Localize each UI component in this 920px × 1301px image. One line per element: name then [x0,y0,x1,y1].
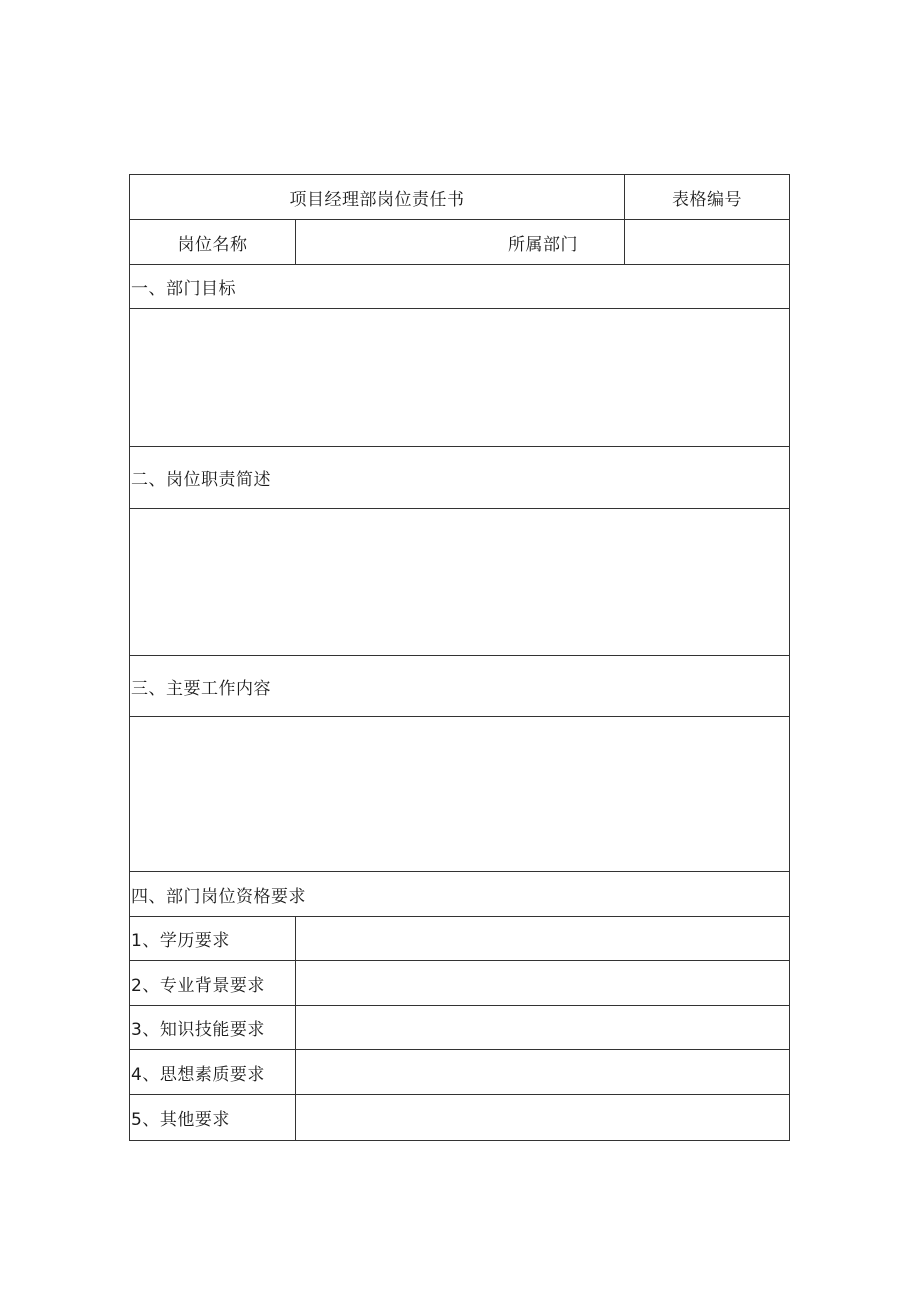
requirement-row [130,1095,789,1140]
section-heading-department-goal: 一、部门目标 [131,279,236,299]
department-value-field[interactable] [625,220,789,264]
department-label: 所属部门 [296,220,625,264]
section-heading-row [130,447,789,509]
requirement-value-other[interactable] [296,1095,789,1140]
position-name-label: 岗位名称 [130,220,296,264]
requirement-row [130,917,789,961]
title-row [130,175,789,220]
requirement-value-background[interactable] [296,961,789,1005]
requirement-row [130,961,789,1006]
requirement-label-background: 2、专业背景要求 [130,961,296,1005]
requirement-label-education: 1、学历要求 [130,917,296,960]
section-heading-qualifications: 四、部门岗位资格要求 [131,886,306,907]
requirement-value-skills[interactable] [296,1006,789,1049]
responsibility-form-table [129,174,790,1141]
requirement-value-education[interactable] [296,917,789,960]
department-goal-field[interactable] [130,309,789,446]
position-row [130,220,789,265]
main-work-field[interactable] [130,717,789,871]
section-heading-row [130,872,789,917]
requirement-row [130,1050,789,1095]
section-content-row [130,309,789,447]
section-heading-row [130,656,789,717]
duties-summary-field[interactable] [130,509,789,655]
form-title: 项目经理部岗位责任书 [130,175,625,219]
section-content-row [130,717,789,872]
section-heading-duties-summary: 二、岗位职责简述 [131,470,271,490]
section-heading-row [130,265,789,309]
section-content-row [130,509,789,656]
requirement-row [130,1006,789,1050]
requirement-label-ideology: 4、思想素质要求 [130,1050,296,1094]
requirement-value-ideology[interactable] [296,1050,789,1094]
requirement-label-skills: 3、知识技能要求 [130,1006,296,1049]
form-number-label: 表格编号 [672,189,742,210]
section-heading-main-work: 三、主要工作内容 [131,678,271,699]
requirement-label-other: 5、其他要求 [130,1095,296,1140]
